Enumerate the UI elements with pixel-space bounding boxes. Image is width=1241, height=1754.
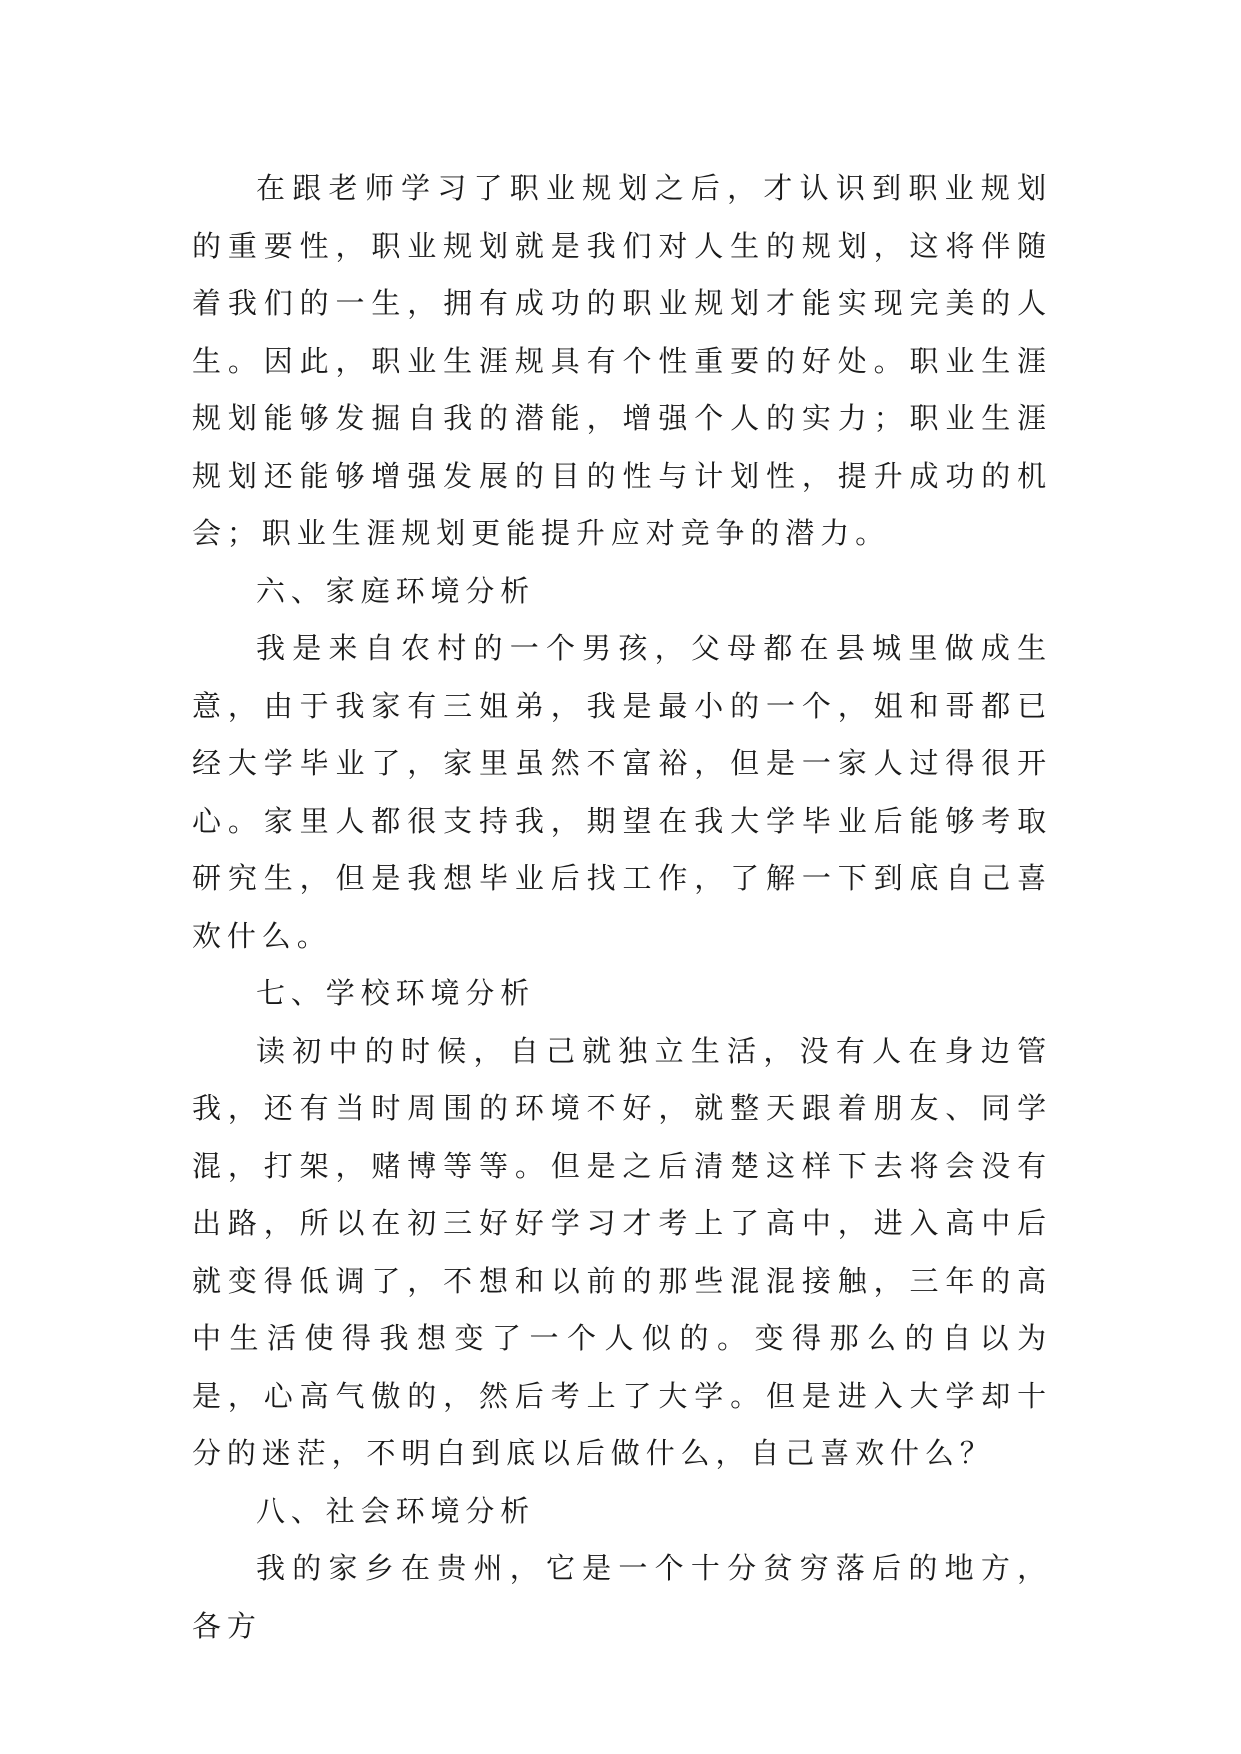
heading-family-environment: 六、家庭环境分析 xyxy=(256,573,536,608)
paragraph-career-planning: 在跟老师学习了职业规划之后，才认识到职业规划的重要性，职业规划就是我们对人生的规划，这将伴随着我们的一生，拥有成功的职业规划才能实现完美的人生。因此，职业生涯规具有个性重要的好处。职业生涯规划能够发掘自我的潜能，增强个人的实力；职业生涯规划还能够增强发展的目的性与计划性，提升成功的机会；职业生涯规划更能提升应对竞争的潜力。 xyxy=(192,171,1052,550)
heading-school-environment: 七、学校环境分析 xyxy=(256,976,536,1010)
paragraph-social-environment: 我的家乡在贵州，它是一个十分贫穷落后的地方，各方 xyxy=(192,1551,1052,1643)
paragraph-family-environment: 我是来自农村的一个男孩，父母都在县城里做成生意，由于我家有三姐弟，我是最小的一个，姐和哥都已经大学毕业了，家里虽然不富裕，但是一家人过得很开心。家里人都很支持我，期望在我大学毕业后能够考取研究生，但是我想毕业后找工作，了解一下到底自己喜欢什么。 xyxy=(192,631,1052,953)
heading-social-environment: 八、社会环境分析 xyxy=(256,1493,536,1528)
paragraph-school-environment: 读初中的时候，自己就独立生活，没有人在身边管我，还有当时周围的环境不好，就整天跟着朋友、同学混，打架，赌博等等。但是之后清楚这样下去将会没有出路，所以在初三好好学习才考上了高中，进入高中后就变得低调了，不想和以前的那些混混接触，三年的高中生活使得我想变了一个人似的。变得那么的自以为是，心高气傲的，然后考上了大学。但是进入大学却十分的迷茫，不明白到底以后做什么，自己喜欢什么？ xyxy=(192,1033,1052,1470)
document-body xyxy=(192,160,1052,1655)
